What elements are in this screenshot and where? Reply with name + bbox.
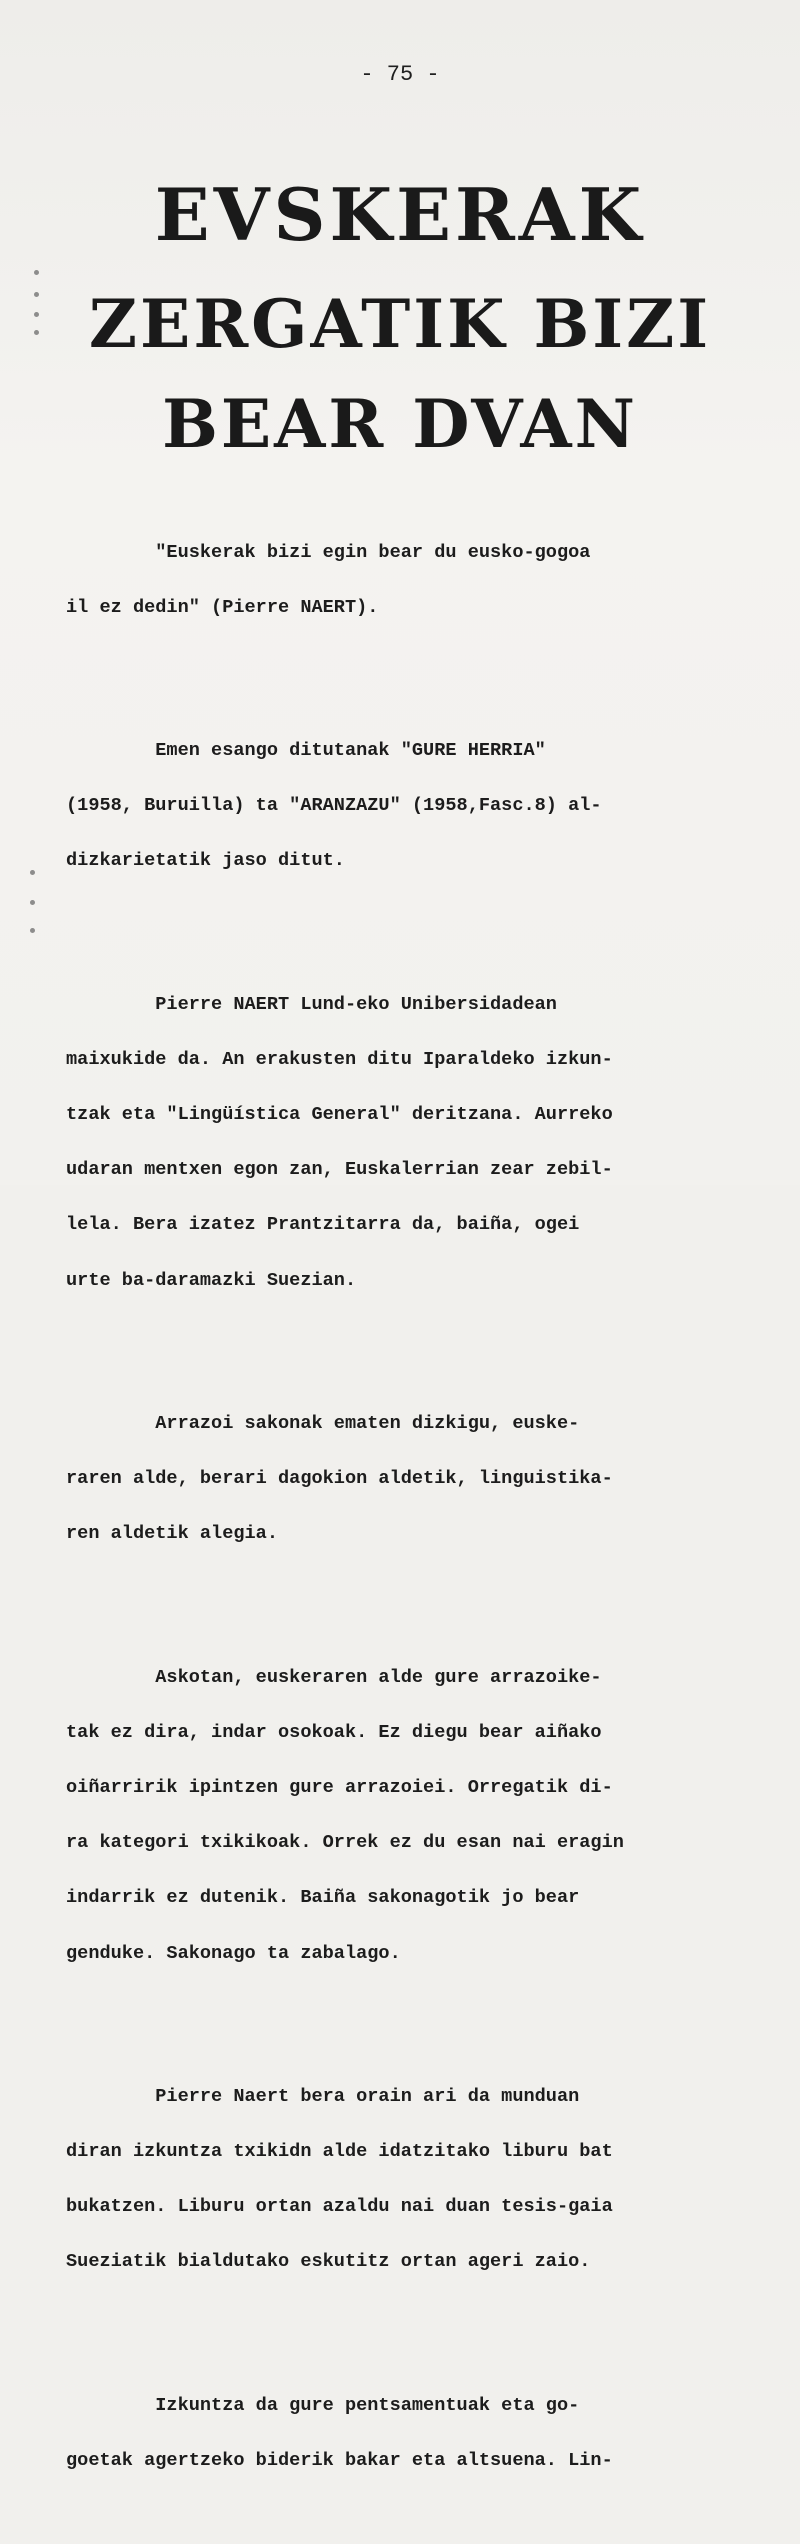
text-line: Emen esango ditutanak "GURE HERRIA": [66, 740, 546, 762]
title-line-1: EVSKERAK: [154, 172, 646, 257]
text-line: Pierre NAERT Lund-eko Unibersidadean: [66, 993, 557, 1015]
text-line: genduke. Sakonago ta zabalago.: [66, 1942, 401, 1964]
scan-mark: [34, 330, 39, 335]
text-line: Arrazoi sakonak ematen dizkigu, euske-: [66, 1412, 580, 1434]
scan-mark: [34, 292, 39, 297]
paragraph: [66, 2051, 726, 2309]
text-line: Pierre Naert bera orain ari da munduan: [66, 2085, 580, 2107]
text-line: dizkarietatik jaso ditut.: [66, 850, 345, 872]
text-line: urte ba-daramazki Suezian.: [66, 1269, 357, 1291]
text-line: (1958, Buruilla) ta "ARANZAZU" (1958,Fasc.8) al-: [66, 795, 602, 817]
text-line: maixukide da. An erakusten ditu Iparaldeko izkun-: [66, 1048, 613, 1070]
text-line: ra kategori txikikoak. Orrek ez du esan nai eragin: [66, 1832, 624, 1854]
text-line: Izkuntza da gure pentsamentuak eta go-: [66, 2394, 580, 2416]
scan-mark: [30, 900, 35, 905]
text-line: Askotan, euskeraren alde gure arrazoike-: [66, 1666, 602, 1688]
article-body: [66, 470, 726, 2544]
text-line: "Euskerak bizi egin bear du eusko-gogoa: [66, 541, 591, 563]
paragraph: [66, 2360, 726, 2507]
paragraph: [66, 1632, 726, 2000]
paragraph: [66, 1378, 726, 1580]
text-line: udaran mentxen egon zan, Euskalerrian zear zebil-: [66, 1159, 613, 1181]
text-line: ren aldetik alegia.: [66, 1523, 279, 1545]
text-line: diran izkuntza txikidn alde idatzitako liburu bat: [66, 2140, 613, 2162]
text-line: bukatzen. Liburu ortan azaldu nai duan tesis-gaia: [66, 2196, 613, 2218]
text-line: tzak eta "Lingüística General" deritzana. Aurreko: [66, 1104, 613, 1126]
text-line: tak ez dira, indar osokoak. Ez diegu bear aiñako: [66, 1721, 602, 1743]
text-line: Sueziatik bialdutako eskutitz ortan ageri zaio.: [66, 2251, 591, 2273]
paragraph: [66, 959, 726, 1327]
scan-mark: [34, 312, 39, 317]
scan-mark: [30, 870, 35, 875]
page-number: - 75 -: [360, 62, 440, 87]
title-line-2: ZERGATIK BIZI: [88, 285, 712, 363]
text-line: lela. Bera izatez Prantzitarra da, baiña, ogei: [66, 1214, 580, 1236]
text-line: raren alde, berari dagokion aldetik, linguistika-: [66, 1468, 613, 1490]
title-line-3: BEAR DVAN: [162, 385, 638, 463]
text-line: goetak agertzeko biderik bakar eta altsuena. Lin-: [66, 2449, 613, 2471]
text-line: oiñarririk ipintzen gure arrazoiei. Orregatik di-: [66, 1776, 613, 1798]
text-line: indarrik ez dutenik. Baiña sakonagotik jo bear: [66, 1887, 580, 1909]
paragraph: [66, 507, 726, 654]
scan-mark: [34, 270, 39, 275]
scan-mark: [30, 928, 35, 933]
paragraph: [66, 705, 726, 907]
text-line: il ez dedin" (Pierre NAERT).: [66, 596, 379, 618]
